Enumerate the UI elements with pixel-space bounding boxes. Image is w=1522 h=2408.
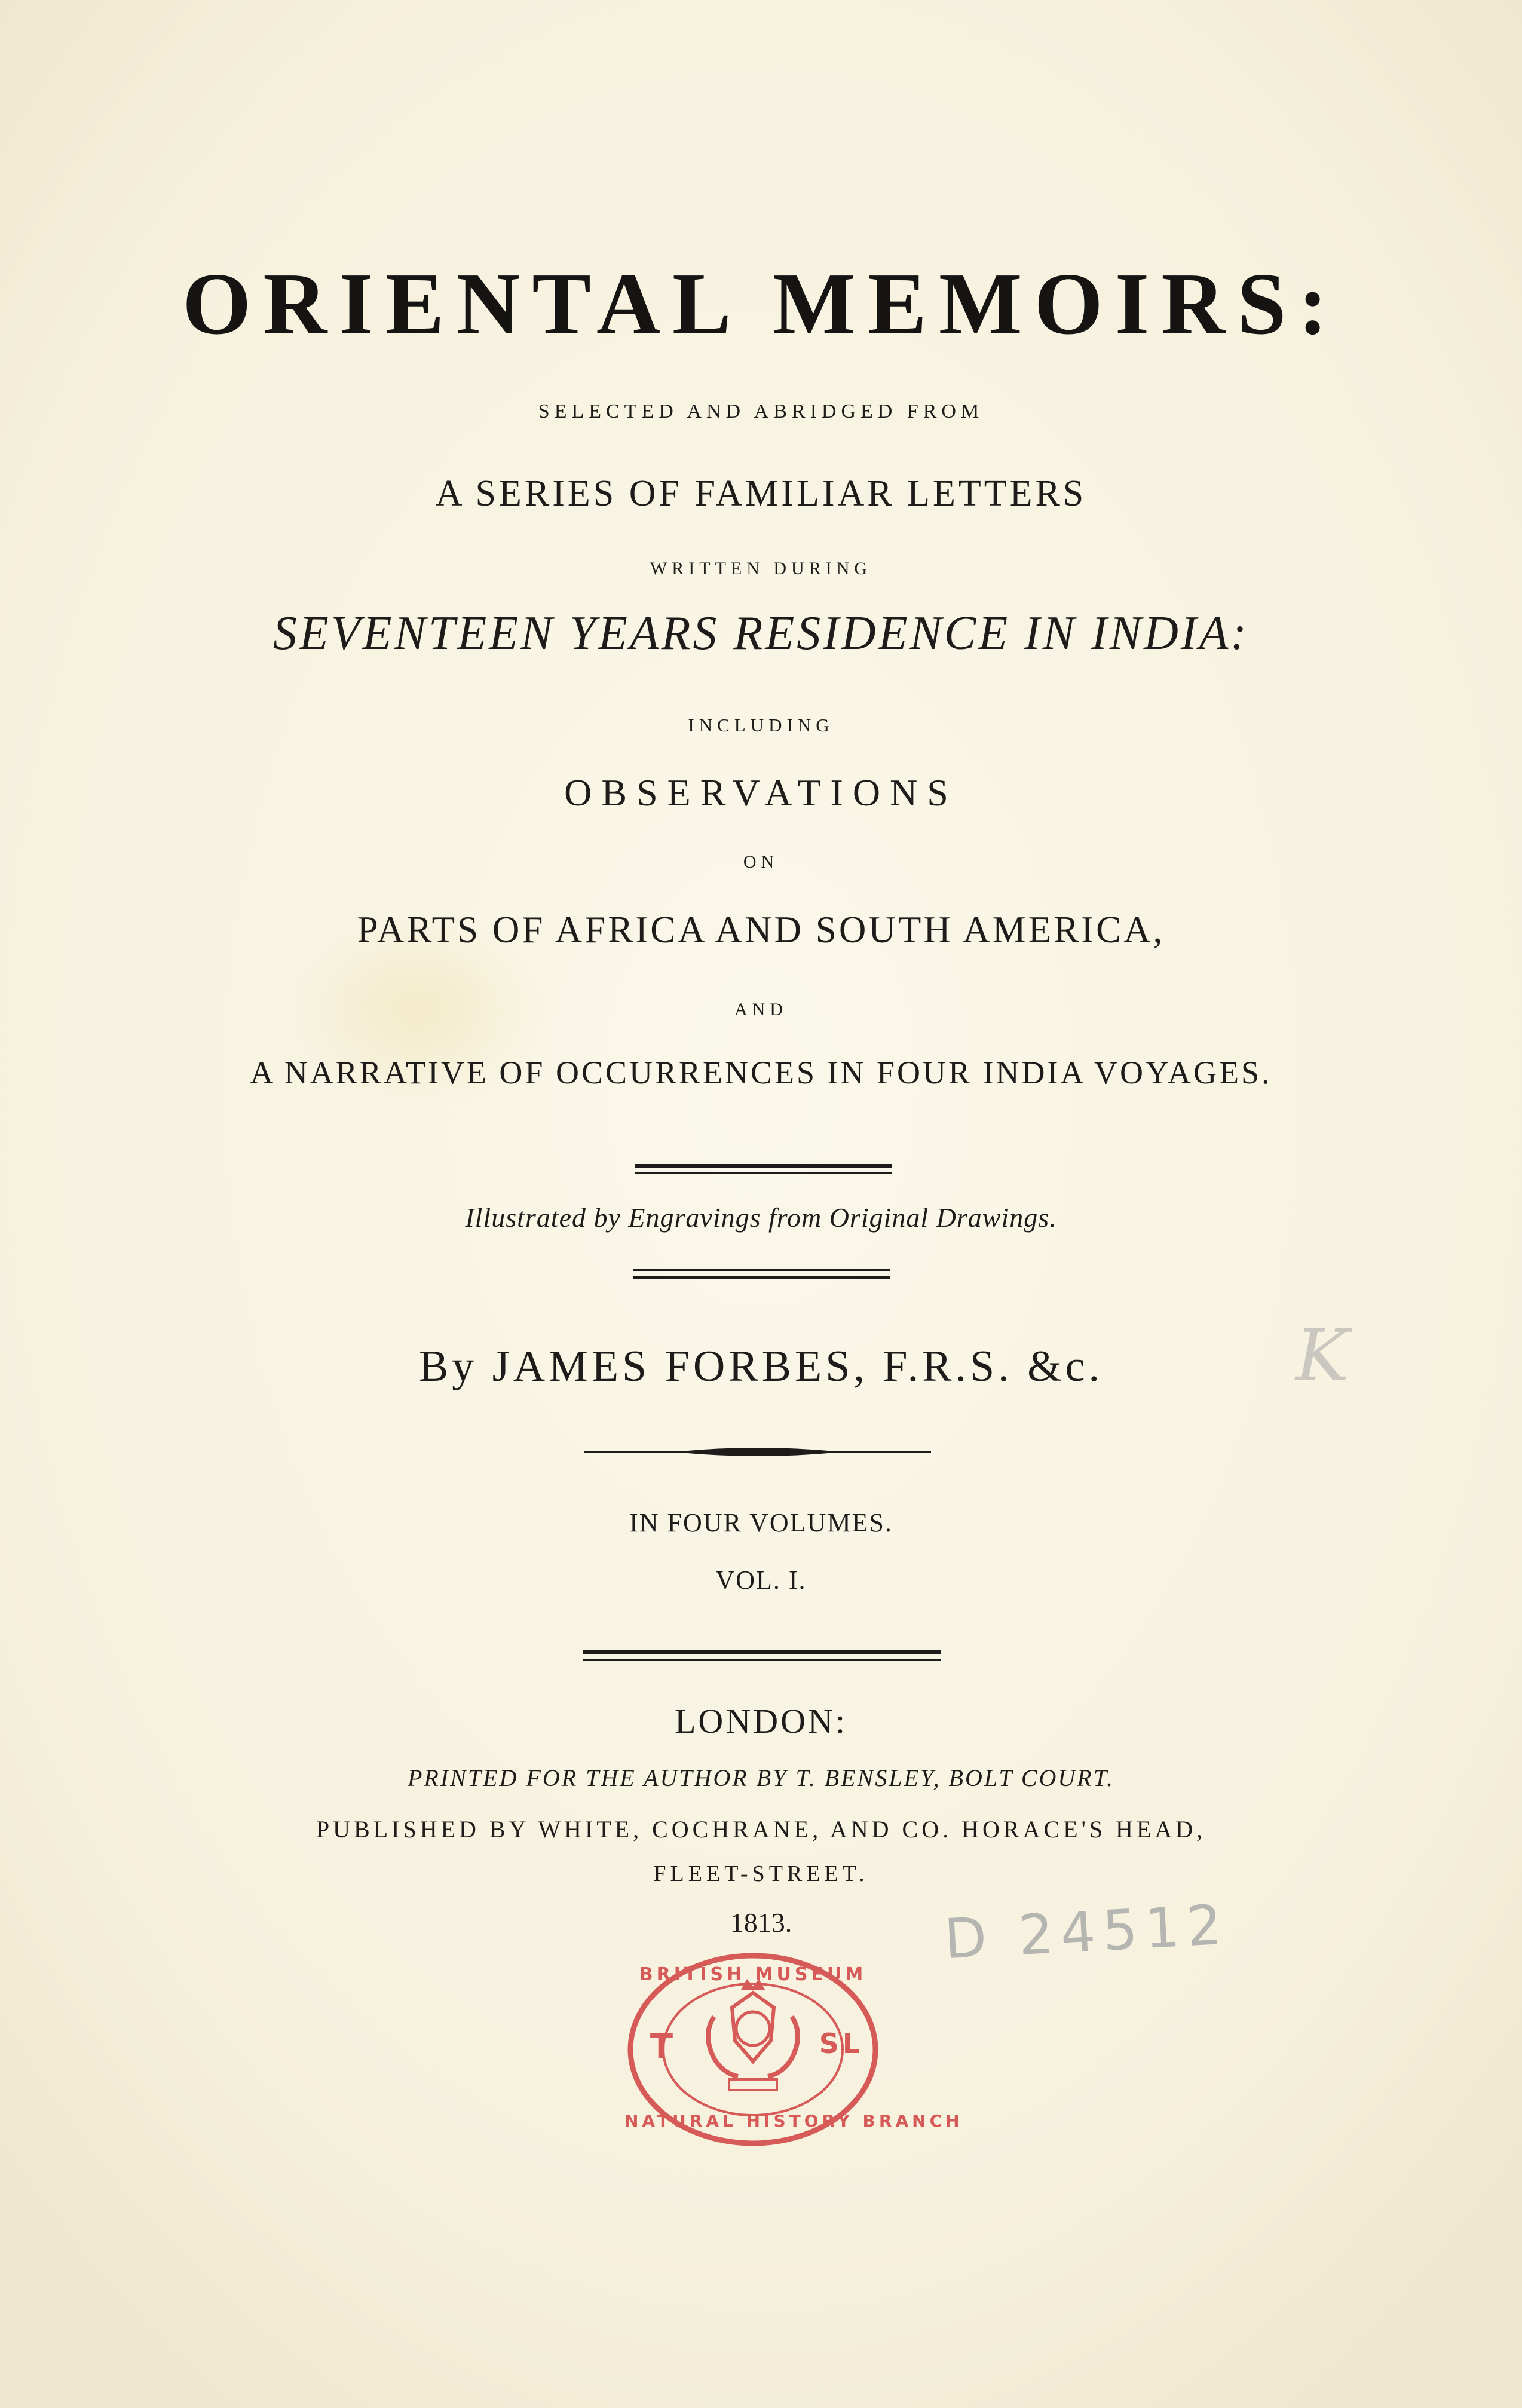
subtitle-seventeen-years: SEVENTEEN YEARS RESIDENCE IN INDIA: <box>272 607 1250 660</box>
author-line: By JAMES FORBES, F.R.S. &c. <box>418 1342 1104 1391</box>
stamp-letters-right: SL <box>819 2027 864 2060</box>
subtitle-written: WRITTEN DURING <box>650 559 872 578</box>
subtitle-series: A SERIES OF FAMILIAR LETTERS <box>435 473 1087 514</box>
subtitle-and: AND <box>734 1000 788 1019</box>
imprint-published: PUBLISHED BY WHITE, COCHRANE, AND CO. HORACE'S HEAD, <box>316 1816 1206 1843</box>
double-rule-top <box>635 1164 892 1174</box>
book-title: ORIENTAL MEMOIRS: <box>182 255 1340 353</box>
double-rule-middle <box>633 1269 890 1279</box>
subtitle-selected: SELECTED AND ABRIDGED FROM <box>538 400 984 422</box>
subtitle-including: INCLUDING <box>688 715 834 736</box>
imprint-street: FLEET-STREET. <box>653 1861 869 1886</box>
imprint-printed: PRINTED FOR THE AUTHOR BY T. BENSLEY, BOLT COURT. <box>407 1764 1114 1791</box>
subtitle-observations: OBSERVATIONS <box>564 771 958 814</box>
stamp-top-text: BRITISH MUSEUM <box>639 1964 867 1985</box>
stamp-letter-left: T <box>650 2027 677 2066</box>
imprint-city: LONDON: <box>675 1702 847 1741</box>
stamp-bottom-text: NATURAL HISTORY BRANCH <box>624 2111 963 2131</box>
margin-pencil-letter: K <box>1296 1315 1349 1398</box>
ornamental-swell-rule <box>584 1441 931 1463</box>
volumes-line: IN FOUR VOLUMES. <box>629 1508 893 1537</box>
subtitle-parts: PARTS OF AFRICA AND SOUTH AMERICA, <box>357 909 1165 951</box>
double-rule-bottom <box>583 1650 941 1661</box>
pencil-accession-number: D 24512 <box>942 1892 1231 1972</box>
illustrated-line: Illustrated by Engravings from Original Drawings. <box>465 1202 1057 1233</box>
volume-number: VOL. I. <box>715 1565 807 1595</box>
library-stamp <box>624 1951 963 2148</box>
subtitle-narrative: A NARRATIVE OF OCCURRENCES IN FOUR INDIA VOYAGES. <box>250 1055 1272 1090</box>
imprint-year: 1813. <box>730 1907 792 1938</box>
subtitle-on: ON <box>743 852 779 872</box>
